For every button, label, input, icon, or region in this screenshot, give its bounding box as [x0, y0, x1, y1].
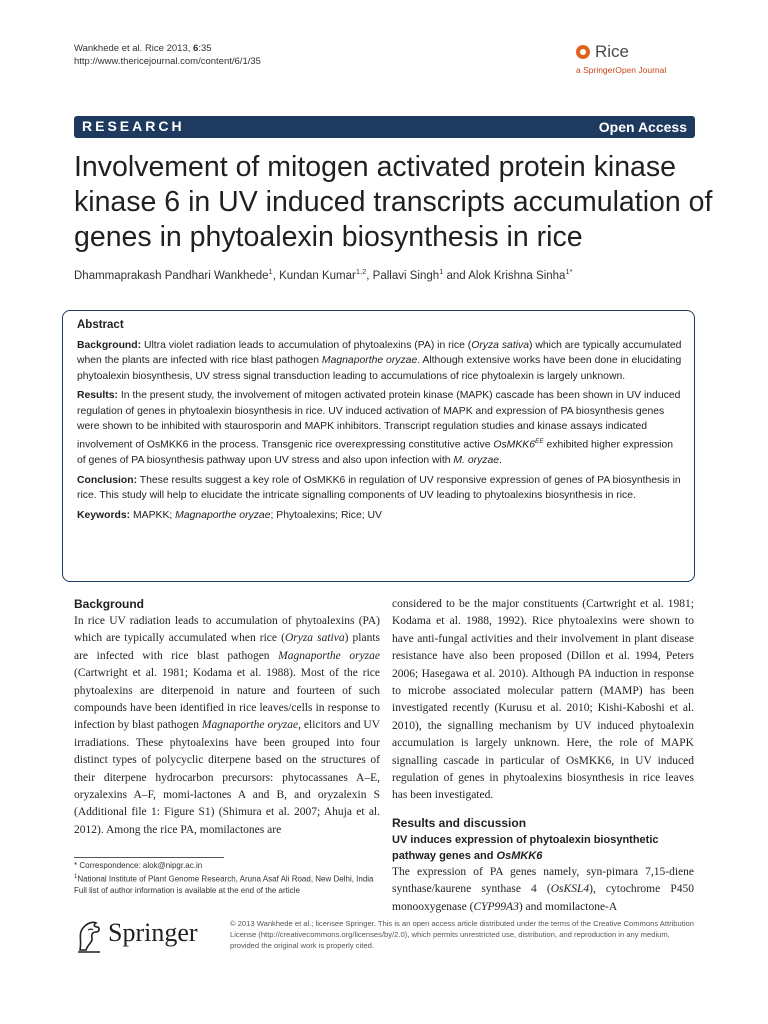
abstract-conclusion-label: Conclusion: [77, 474, 138, 486]
correspondence-note: * Correspondence: alok@nipgr.ac.in [74, 861, 203, 870]
citation-year: 2013, [166, 43, 191, 54]
abstract-background-label: Background: [77, 340, 142, 351]
open-access-label: Open Access [598, 119, 687, 135]
author-4: Alok Krishna Sinha [468, 269, 566, 282]
abstract-box [62, 310, 695, 582]
body-text: (Cartwright et al. 1981; Kodama et al. 1988). Most of the rice phytoalexins are diterpenoid in nature and fourteen of such compounds have been identified in rice leaves/cells in response to infection by blast pathogen [74, 667, 380, 732]
author-2-affiliation: 1,2 [355, 267, 367, 276]
author-list [74, 267, 714, 282]
body-column-left [74, 596, 380, 839]
abstract-text: MAPKK; [130, 509, 176, 521]
abstract-text: exhibited higher expression of genes of PA biosynthesis pathway upon UV stress and also upon infection with [77, 439, 674, 467]
abstract-heading: Abstract [77, 319, 124, 331]
abstract-italic: M. oryzae [453, 455, 500, 467]
subsection-text: UV induces expression of phytoalexin biosynthetic pathway genes and [392, 833, 659, 862]
citation-line [74, 42, 261, 55]
section-heading-results: Results and discussion [392, 815, 527, 830]
abstract-text: Ultra violet radiation leads to accumulation of phytoalexins (PA) in rice ( [141, 340, 472, 351]
body-text: , elicitors and UV irradiations. These phytoalexins have been grouped into four distinct types of polycyclic diterpene based on the structures of their diterpene hydrocarbon precursors: phytocassanes A–E, oryzalexins A–F, momi-lactones A and B, and oryzalexin S (Additional file 1: Figure S1) (Shimura et al. 2007; Ahuja et al. 2012). Among the rice PA, momilactones are [74, 719, 380, 836]
body-italic: Magnaporthe oryzae [278, 649, 381, 662]
rice-logo-icon [576, 45, 590, 59]
abstract-italic: Magnaporthe oryzae [175, 509, 271, 521]
affiliation-text: National Institute of Plant Genome Research, Aruna Asaf Ali Road, New Delhi, India [77, 874, 374, 884]
publisher-name: Springer [108, 918, 198, 947]
author-separator: , [272, 269, 280, 282]
body-paragraph [74, 613, 380, 839]
journal-name: Rice [595, 42, 630, 61]
abstract-background [77, 338, 682, 384]
body-text: The expression of PA genes namely, syn-pimara 7,15-diene synthase/kaurene synthase 4 ( [392, 865, 694, 896]
citation-article: :35 [198, 43, 212, 54]
citation-volume: 6 [193, 43, 199, 54]
abstract-text: These results suggest a key role of OsMKK6 in regulation of UV responsive expression of genes of PA biosynthesis in rice. This study will help to elucidate the intricate signalling components of UV leading to phytoalexins biosynthesis in rice. [77, 474, 681, 502]
abstract-text: ; Phytoalexins; Rice; UV [270, 509, 382, 521]
abstract-keywords-label: Keywords: [77, 509, 131, 521]
journal-subtitle: a SpringerOpen Journal [576, 65, 667, 75]
footnotes [74, 860, 384, 896]
citation-journal: Wankhede et al. Rice [74, 43, 164, 54]
body-text: ), cytochrome P450 monooxygenase ( [392, 883, 694, 913]
body-italic: Oryza sativa [284, 632, 345, 645]
affiliation-note [74, 872, 384, 885]
abstract-italic: Magnaporthe oryzae [321, 355, 418, 367]
section-heading-background: Background [74, 597, 145, 611]
article-title: Involvement of mitogen activated protein kinase kinase 6 in UV induced transcripts accumulation of genes in phytoalexin biosynthesis in rice [74, 151, 713, 253]
abstract-results-label: Results: [77, 390, 118, 402]
abstract-keywords [77, 508, 682, 523]
article-type: RESEARCH [82, 118, 185, 134]
body-text: In rice UV radiation leads to accumulation of phytoalexins (PA) which are typically accumulated when rice ( [74, 615, 380, 645]
section-gap [392, 805, 694, 815]
author-4-affiliation: 1* [565, 267, 573, 276]
abstract-italic: OsMKK6 [493, 439, 535, 451]
subsection-italic: OsMKK6 [496, 849, 543, 862]
body-paragraph [392, 864, 694, 916]
abstract-italic: Oryza sativa [471, 340, 529, 351]
article-type-banner [74, 116, 695, 138]
body-text: ) and momilactone-A [518, 900, 618, 913]
author-3-affiliation: 1 [439, 267, 444, 276]
abstract-text: . [499, 455, 502, 467]
affiliation-number: 1 [74, 873, 78, 880]
abstract-conclusion [77, 473, 682, 504]
abstract-text: In the present study, the involvement of mitogen activated protein kinase (MAPK) cascade has been shown in UV induced regulation of genes in phytoalexin biosynthesis in rice. UV induced activation of MAPK and expression of PA biosynthesis genes were shown to be inhibited with staurosporin and MAPK inhibitors. Transcript regulation studies and kinase assays indicated involvement of OsMKK6 in the process. Transgenic rice overexpressing constitutive active [77, 390, 681, 451]
abstract-superscript: EE [534, 438, 544, 446]
body-italic: OsKSL4 [550, 883, 590, 896]
body-text: ) plants are infected with rice blast pathogen [74, 632, 380, 662]
author-separator: , [366, 269, 373, 282]
license-statement: © 2013 Wankhede et al.; licensee Springer. This is an open access article distributed under the terms of the Creative Commons Attribution License (http://creativecommons.org/licenses/by/2.0), which permits unrestricted use, distribution, and reproduction in any medium, provided the original work is properly cited. [230, 919, 694, 950]
author-1: Dhammaprakash Pandhari Wankhede [74, 269, 269, 282]
footnote-divider [74, 857, 224, 858]
body-paragraph: considered to be the major constituents (Cartwright et al. 1981; Kodama et al. 1988, 1992). Rice phytoalexins were shown to have anti-fungal activities and their involvement in plant disease resistance have also been proposed (Dillon et al. 1994, Peters 2006; Hasegawa et al. 2010). Although PA induction in response to microbe associated molecular pattern (MAMP) has been investigated recently (Kurusu et al. 2010; Kishi-Kaboshi et al. 2010), the signalling mechanism by UV induced phytoalexin accumulation is largely unknown. Here, the role of MAPK signalling cascade in particular of OsMKK6, in UV induced regulation of genes in phytoalexins biosynthesis in rice leaves has been investigated. [392, 598, 694, 802]
author-1-affiliation: 1 [268, 267, 273, 276]
body-italic: Magnaporthe oryzae [201, 719, 299, 732]
author-separator: and [443, 269, 469, 282]
abstract-results [77, 388, 682, 469]
journal-logo [576, 42, 700, 76]
abstract-text: ) which are typically accumulated when the plants are infected with rice blast pathogen [77, 340, 682, 367]
abstract-text: . Although extensive works have been done in elucidating phytoalexin biosynthesis, UV stress signal transduction leading to accumulations of rice phytoalexin is largely unknown. [77, 355, 682, 382]
body-italic: CYP99A3 [473, 900, 519, 913]
publisher-logo [74, 916, 224, 956]
citation-url[interactable]: http://www.thericejournal.com/content/6/1/35 [74, 56, 261, 67]
author-2: Kundan Kumar [279, 269, 356, 282]
body-column-right [392, 596, 694, 916]
author-info-note: Full list of author information is available at the end of the article [74, 885, 300, 895]
springer-horse-icon [74, 918, 104, 954]
author-3: Pallavi Singh [372, 269, 440, 282]
subsection-heading [392, 832, 694, 864]
citation-header [74, 42, 261, 68]
